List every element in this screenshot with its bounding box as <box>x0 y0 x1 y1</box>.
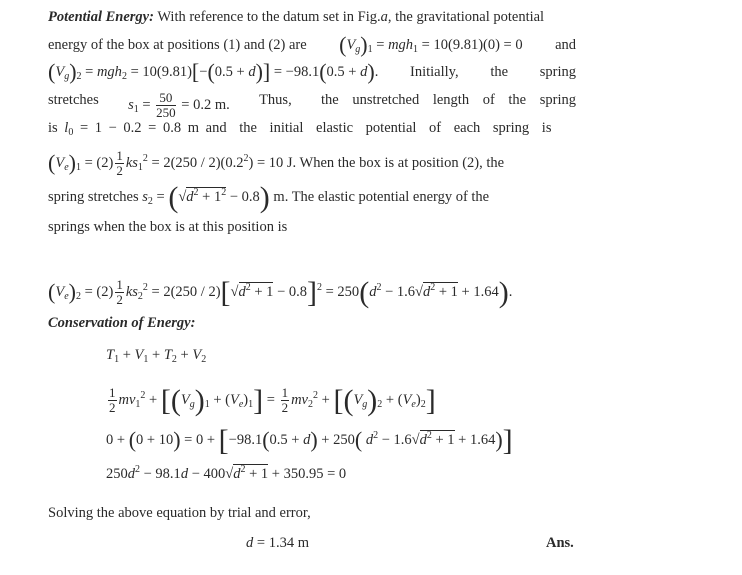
line-3: $(V_g)_2 = mgh_2 = 10(9.81)[-(0.5 + d)] = -98.1(0.5 + d)$. Initially, the spring <box>48 59 576 84</box>
heading-conservation: Conservation of Energy: <box>48 315 196 331</box>
eq-conservation-2: $\frac{1}{2}$ $mv_1^2 + [(V_g)_1 + (V_e)_1]$ = $\frac{1}{2}$ $mv_2^2 + [(V_g)_2 + (V_e)_2]$ <box>109 383 436 417</box>
eq-conservation-3: 0 + (0 + 10) = 0 + [−98.1(0.5 + d) + 250( $d^2 - 1.6√d^2 + 1 + 1.64$)] <box>106 424 513 457</box>
line-5: is $l_0 = 1 - 0.2 = 0.8$ m and the initial elastic potential of each spring is <box>48 120 552 138</box>
solving-text: Solving the above equation by trial and error, <box>48 505 311 521</box>
eq-vg2: $(V_g)_2 = mgh_2 = 10(9.81)[-(0.5 + d)] = -98.1(0.5 + d)$. <box>48 59 379 84</box>
line-4: stretches $s_1$ = $\frac{50}{250}$ = 0.2 m. Thus, the unstretched length of the spring <box>48 90 576 120</box>
heading-potential-energy: Potential Energy: <box>48 9 154 25</box>
eq-vg1: $(V_g)_1 = mgh_1 = 10(9.81)(0) = 0$ <box>339 32 523 57</box>
line-2: energy of the box at positions (1) and (2) are $(V_g)_1 = mgh_1 = 10(9.81)(0) = 0$ and <box>48 32 576 57</box>
eq-answer: d = 1.34 m <box>246 535 309 551</box>
eq-conservation-1: $T_1 + V_1 + T_2 + V_2$ <box>106 347 207 365</box>
line-1: Potential Energy: With reference to the datum set in Fig.a, the gravitational potential <box>48 9 545 25</box>
line-7: spring stretches $s_2 = (√d^2 + 1^2 - 0.8)$ m. The elastic potential energy of the <box>48 181 490 214</box>
eq-s1: $s_1$ = $\frac{50}{250}$ = 0.2 m. <box>128 90 230 120</box>
line-8: springs when the box is at this position is <box>48 219 288 235</box>
eq-ve2: $(V_e)_2 = (2)$ $\frac{1}{2}$ $ks_2^2 = 2(250 / 2)[√d^2 + 1 - 0.8]^2 = 250(d^2 - 1.6√d^2 + 1 + 1.64)$. <box>48 275 513 309</box>
line-6: $(V_e)_1 = (2)$ $\frac{1}{2}$ $ks_1^2 = 2(250 / 2)(0.2^2) = 10$ J. When the box is at position (2), the <box>48 148 505 178</box>
ans-label: Ans. <box>546 535 574 551</box>
eq-conservation-4: $250d^2 - 98.1d - 400√d^2 + 1 + 350.95 = 0$ <box>106 464 347 482</box>
